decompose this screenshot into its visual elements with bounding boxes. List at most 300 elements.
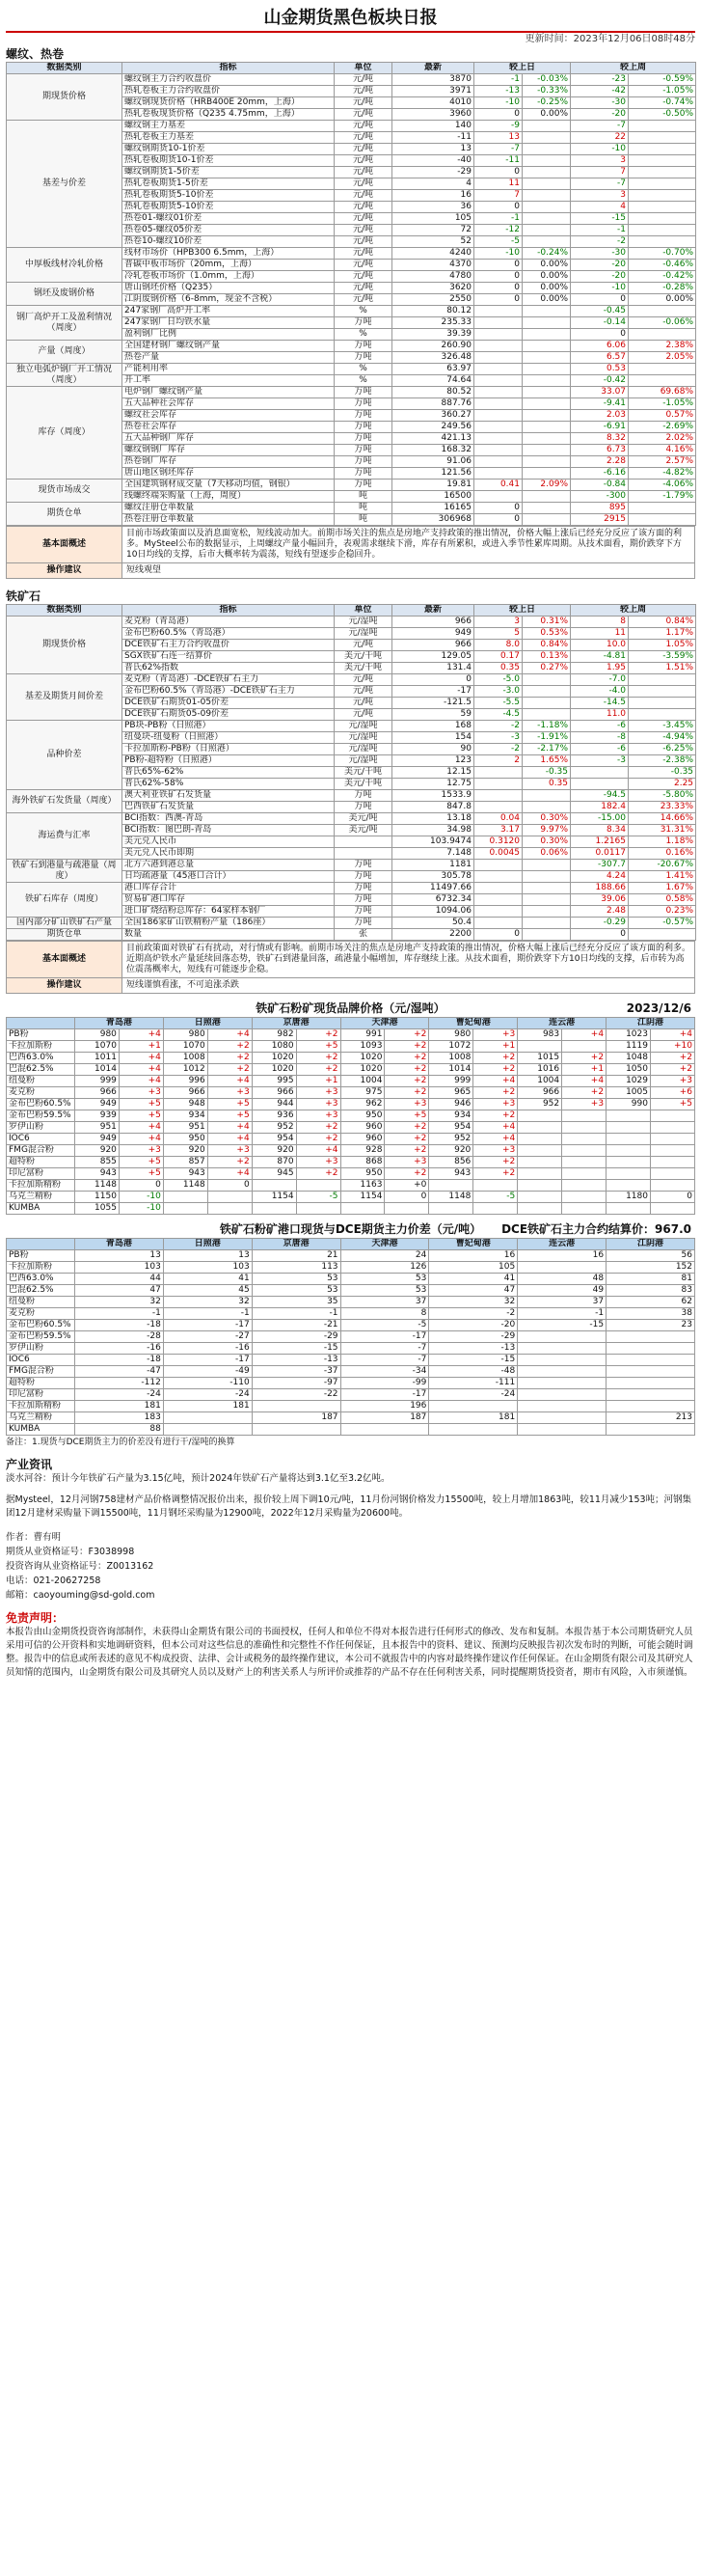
cell-latest: -11 [392,132,474,144]
cell-latest: 168 [392,721,474,732]
cell-unit: % [335,306,392,317]
port-row [7,1029,695,1041]
cell-change: +2 [207,1041,252,1053]
cell-week-abs: -30 [571,248,629,260]
cell-unit: 万吨 [335,802,392,813]
cell-indicator: 热卷产量 [122,352,335,364]
cell-change: +3 [473,1029,518,1041]
cell-price [518,1110,562,1122]
cell-week-abs: 8 [571,617,629,628]
cell-price [340,1203,385,1215]
cell-day-pct [523,422,571,433]
cell-day-pct: 0.30% [523,836,571,848]
cell-day-pct [523,329,571,341]
cell-spread: 37 [340,1297,429,1308]
cell-price [518,1192,562,1203]
table-row [7,918,696,929]
col-header-port: 日照港 [163,1018,252,1029]
cell-latest: 1094.06 [392,906,474,918]
cell-change: +5 [119,1168,163,1180]
cell-indicator: 进口矿烧结粉总库存：64家样本钢厂 [122,906,335,918]
cell-day-abs [474,375,523,387]
cell-week-abs: 7 [571,167,629,178]
cell-week-pct [629,121,696,132]
cell-price: 1014 [75,1064,120,1076]
cell-spread: -27 [163,1331,252,1343]
cell-week-abs: 0.0117 [571,848,629,860]
cell-change: +3 [473,1145,518,1157]
cell-indicator: 港口库存合计 [122,883,335,894]
cell-price: 999 [75,1076,120,1087]
cell-indicator: 麦克粉（青岛港）-DCE铁矿石主力 [122,674,335,686]
cell-spread: -17 [163,1320,252,1331]
rebar-table [6,62,696,526]
cell-week-abs: -8 [571,732,629,744]
cell-day-pct [523,387,571,398]
cell-day-pct [523,352,571,364]
spread-row [7,1320,695,1331]
cell-indicator: 麦克粉（青岛港） [122,617,335,628]
cell-spread: 47 [75,1285,164,1297]
cell-week-pct [629,698,696,709]
cell-change: +2 [385,1041,429,1053]
cell-unit: 元/湿吨 [335,628,392,640]
cell-price: 1020 [252,1064,296,1076]
cell-day-abs [474,445,523,456]
cell-spread: -1 [518,1308,607,1320]
cell-brand: 纽曼粉 [7,1076,75,1087]
cell-category: 国内部分矿山铁矿石产量 [7,918,122,929]
cell-indicator: 五大品种钢厂库存 [122,433,335,445]
cell-indicator: 热轧卷板期货10-1价差 [122,155,335,167]
cell-change: +1 [562,1064,607,1076]
cell-indicator: 金布巴粉60.5%（青岛港） [122,628,335,640]
cell-indicator: 螺纹钢现货价格（HRB400E 20mm，上海） [122,97,335,109]
cell-price: 1072 [429,1041,473,1053]
spread-dce-price [501,1220,691,1238]
cell-brand: 金布巴粉60.5% [7,1099,75,1110]
cell-day-abs [474,410,523,422]
cell-day-pct [523,155,571,167]
cell-week-pct: 1.05% [629,640,696,651]
cell-indicator: 普氏65%-62% [122,767,335,779]
cell-day-abs: 0 [474,929,523,941]
cell-week-pct: -0.50% [629,109,696,121]
col-header-indicator: 指标 [122,605,335,617]
cell-change: +3 [296,1157,340,1168]
cell-price [252,1180,296,1192]
cell-week-pct [629,155,696,167]
cell-latest: 168.32 [392,445,474,456]
cell-change: +2 [385,1087,429,1099]
cell-spread: 41 [429,1274,518,1285]
cell-day-pct: -1.91% [523,732,571,744]
cell-brand: 罗伊山粉 [7,1343,75,1355]
cell-spread: 183 [75,1412,164,1424]
cell-latest: 0 [392,674,474,686]
cell-day-pct: -0.35 [523,767,571,779]
cell-change: +3 [119,1087,163,1099]
col-header-unit: 单位 [335,605,392,617]
table-row [7,503,696,514]
cell-spread: 53 [252,1274,340,1285]
cell-week-abs: -94.5 [571,790,629,802]
port-row [7,1145,695,1157]
cell-indicator: 电炉钢厂螺纹钢产量 [122,387,335,398]
cell-spread: -16 [75,1343,164,1355]
cell-spread: -47 [75,1366,164,1378]
cell-week-pct [629,190,696,202]
cell-spread: 181 [75,1401,164,1412]
cell-price: 945 [252,1168,296,1180]
cell-price: 855 [75,1157,120,1168]
cell-week-abs: 0 [571,929,629,941]
cell-indicator: 热卷钢厂库存 [122,456,335,468]
cell-change: +2 [296,1053,340,1064]
cell-spread: 38 [607,1308,695,1320]
cell-day-abs: 3.17 [474,825,523,836]
cell-latest: 121.56 [392,468,474,480]
port-row [7,1053,695,1064]
cell-day-pct [523,491,571,503]
table-row [7,674,696,686]
cell-week-abs: -0.84 [571,480,629,491]
cell-price [252,1203,296,1215]
cell-spread: 24 [340,1250,429,1262]
cell-week-abs: -6 [571,721,629,732]
cell-price: 939 [75,1110,120,1122]
cell-week-pct [629,686,696,698]
cell-latest: 19.81 [392,480,474,491]
cell-latest: 326.48 [392,352,474,364]
cell-indicator: 螺纹钢期货1-5价差 [122,167,335,178]
cell-week-abs: 3 [571,155,629,167]
col-header-latest: 最新 [392,605,474,617]
cell-week-pct: 0.16% [629,848,696,860]
cell-brand: IOC6 [7,1355,75,1366]
cell-change: -10 [119,1203,163,1215]
cell-spread: 45 [163,1285,252,1297]
cell-change: +5 [650,1099,694,1110]
report-title: 山金期货黑色板块日报 [6,6,695,33]
cell-unit: 万吨 [335,860,392,871]
cell-indicator: 冷轧卷板市场价（1.0mm，上海） [122,271,335,283]
cell-day-pct: -1.18% [523,721,571,732]
cell-change: +0 [385,1180,429,1192]
cell-price: 1154 [252,1192,296,1203]
cell-latest: 306968 [392,514,474,526]
col-header-week-change: 较上周 [571,605,696,617]
cell-week-abs: -0.42 [571,375,629,387]
cell-spread [607,1331,695,1343]
spread-row [7,1250,695,1262]
cell-price: 857 [163,1157,207,1168]
cell-unit: 元/湿吨 [335,617,392,628]
cell-day-abs: -7 [474,144,523,155]
table-row [7,364,696,375]
cell-unit: 万吨 [335,433,392,445]
cell-price: 983 [518,1029,562,1041]
cell-indicator: 金布巴粉60.5%（青岛港）-DCE铁矿石主力 [122,686,335,698]
col-header-port: 京唐港 [252,1018,340,1029]
cell-change: +3 [296,1110,340,1122]
cell-spread [518,1355,607,1366]
cell-spread: 32 [75,1297,164,1308]
cell-spread: 126 [340,1262,429,1274]
cell-week-abs: 8.34 [571,825,629,836]
cell-week-pct [629,213,696,225]
cell-change: 0 [119,1180,163,1192]
cell-spread [340,1424,429,1436]
cell-latest: 80.52 [392,387,474,398]
cell-latest: 129.05 [392,651,474,663]
cell-indicator: 唐山地区钢坯库存 [122,468,335,480]
cell-brand: 乌克兰精粉 [7,1192,75,1203]
cell-change: +2 [385,1134,429,1145]
cell-unit [335,836,392,848]
cell-unit: 万吨 [335,317,392,329]
port-row [7,1192,695,1203]
cell-price: 928 [340,1145,385,1157]
cell-day-abs: 0 [474,283,523,294]
cell-brand: 巴西63.0% [7,1274,75,1285]
col-header-brand [7,1018,75,1029]
iron-basis-table [6,941,695,994]
cell-day-pct: 0.00% [523,283,571,294]
cell-spread: -29 [429,1331,518,1343]
cell-price: 920 [252,1145,296,1157]
cell-change: +2 [385,1053,429,1064]
cell-change: +4 [473,1076,518,1087]
cell-latest: 34.98 [392,825,474,836]
cell-unit: 元/吨 [335,190,392,202]
cell-day-pct: 0.00% [523,271,571,283]
cell-spread [607,1401,695,1412]
iron-basis-text: 目前政策面对铁矿石有扰动，对行情或有影响。前期市场关注的焦点是房地产支持政策的推出情况，价格大幅上涨后已经充分反应了该方面的利多。近期高炉铁水产量延续回落态势，铁矿石到港量回落，疏港量小幅增加，库存继续上涨。从技术面看，期价跌穿下方10日均线的支撑，后市转为高位震荡概率大，短线有可能逐步企稳。 [122,942,695,978]
cell-brand: IOC6 [7,1134,75,1145]
cell-latest: 3960 [392,109,474,121]
cell-brand: 金布巴粉59.5% [7,1110,75,1122]
cell-unit: 元/吨 [335,144,392,155]
cell-price [163,1203,207,1215]
cell-day-pct [523,341,571,352]
cell-change: +5 [207,1110,252,1122]
cell-unit: 万吨 [335,445,392,456]
cell-spread [518,1343,607,1355]
cell-price: 936 [252,1110,296,1122]
cell-price: 951 [163,1122,207,1134]
cell-week-pct: -4.82% [629,468,696,480]
cell-price [607,1122,651,1134]
cell-latest: 3870 [392,74,474,86]
cell-price: 950 [163,1134,207,1145]
cell-latest: 7.148 [392,848,474,860]
cell-price [607,1168,651,1180]
cell-week-pct [629,709,696,721]
cell-week-abs: 0 [571,294,629,306]
cell-brand: PB粉 [7,1250,75,1262]
cell-indicator: PB粉-超特粉（日照港） [122,755,335,767]
cell-price: 960 [340,1122,385,1134]
cell-week-pct: -0.42% [629,271,696,283]
cell-spread [163,1412,252,1424]
col-header-port: 江阴港 [607,1239,695,1250]
cell-unit: 元/吨 [335,248,392,260]
cell-latest: 16165 [392,503,474,514]
cell-change: +3 [119,1145,163,1157]
cell-price [518,1180,562,1192]
cell-day-abs [474,767,523,779]
cell-latest: 72 [392,225,474,236]
cell-unit: 元/吨 [335,121,392,132]
cell-latest: 103.9474 [392,836,474,848]
cell-price: 952 [429,1134,473,1145]
cell-day-abs: 0 [474,260,523,271]
rebar-basis-table [6,526,695,579]
cell-unit: 美元/干吨 [335,651,392,663]
cell-week-pct: 2.38% [629,341,696,352]
cell-spread: -7 [340,1355,429,1366]
cell-day-abs: 0 [474,202,523,213]
cell-change: +2 [207,1064,252,1076]
cell-change: +6 [650,1087,694,1099]
cell-week-pct: -1.05% [629,398,696,410]
cell-indicator: 热轧卷板现货价格（Q235 4.75mm，上海） [122,109,335,121]
cell-unit: 万吨 [335,894,392,906]
cell-price: 870 [252,1157,296,1168]
cell-spread: -34 [340,1366,429,1378]
cell-brand: 印尼富粉 [7,1389,75,1401]
cell-day-pct [523,456,571,468]
cell-latest: 105 [392,213,474,225]
cell-latest: 887.76 [392,398,474,410]
cell-change: -10 [119,1192,163,1203]
col-header-port: 连云港 [518,1018,607,1029]
cell-day-abs: 0 [474,514,523,526]
cell-unit: 元/吨 [335,74,392,86]
cell-latest: 249.56 [392,422,474,433]
cell-day-abs: -11 [474,155,523,167]
cell-day-pct [523,398,571,410]
cell-category: 现货市场成交 [7,480,122,503]
cell-week-abs: -30 [571,97,629,109]
cell-day-abs: 0.04 [474,813,523,825]
cell-day-abs: 7 [474,190,523,202]
cell-brand: KUMBA [7,1203,75,1215]
cell-day-abs: -5.0 [474,674,523,686]
cell-latest: 131.4 [392,663,474,674]
cell-price: 952 [252,1122,296,1134]
cell-change [650,1110,694,1122]
cell-indicator: 螺纹钢主力合约收盘价 [122,74,335,86]
cell-latest: 13 [392,144,474,155]
cell-day-pct [523,918,571,929]
cell-change [385,1203,429,1215]
cell-change: +2 [473,1087,518,1099]
cell-day-abs: 5 [474,628,523,640]
port-row [7,1064,695,1076]
cell-spread: -1 [75,1308,164,1320]
spread-row [7,1401,695,1412]
cell-spread: -99 [340,1378,429,1389]
cell-day-pct [523,894,571,906]
cell-week-abs: -6 [571,744,629,755]
cell-price: 1048 [607,1053,651,1064]
cell-day-pct [523,906,571,918]
cell-spread: 23 [607,1320,695,1331]
cell-day-abs: 13 [474,132,523,144]
cell-price: 1050 [607,1064,651,1076]
cell-unit [335,848,392,860]
cell-unit: 元/吨 [335,202,392,213]
port-row [7,1180,695,1192]
cell-price: 943 [163,1168,207,1180]
cell-indicator: 贸易矿港口库存 [122,894,335,906]
cell-week-abs: -14.5 [571,698,629,709]
cell-unit: % [335,364,392,375]
port-row [7,1203,695,1215]
cell-change: +2 [296,1122,340,1134]
cell-category: 期现货价格 [7,617,122,674]
cell-week-pct [629,329,696,341]
cell-day-abs: 0.17 [474,651,523,663]
cell-change: +1 [473,1041,518,1053]
cell-day-abs: -5.5 [474,698,523,709]
basis-label: 基本面概述 [7,942,122,978]
cell-brand: 卡拉加斯粉 [7,1041,75,1053]
cell-brand: 超特粉 [7,1157,75,1168]
cell-change: +2 [296,1134,340,1145]
table-row [7,480,696,491]
cell-change: -5 [473,1192,518,1203]
cell-day-pct: -2.17% [523,744,571,755]
cell-brand: 麦克粉 [7,1087,75,1099]
cell-category: 铁矿石到港量与疏港量（周度） [7,860,122,883]
cell-unit: 万吨 [335,422,392,433]
cell-week-pct: -1.05% [629,86,696,97]
cell-price: 1180 [607,1192,651,1203]
cell-day-abs [474,422,523,433]
cell-price: 934 [163,1110,207,1122]
cell-change: 0 [385,1192,429,1203]
cell-change: +3 [207,1145,252,1157]
cell-latest: 1181 [392,860,474,871]
cell-change: +3 [650,1076,694,1087]
col-header-port: 天津港 [340,1018,429,1029]
cell-day-pct: 0.06% [523,848,571,860]
cell-latest: 360.27 [392,410,474,422]
cell-price: 950 [340,1168,385,1180]
cell-indicator: DCE铁矿石主力合约收盘价 [122,640,335,651]
cell-change [650,1157,694,1168]
cell-day-pct [523,190,571,202]
cell-change: +5 [119,1157,163,1168]
cell-change: +3 [385,1157,429,1168]
cell-day-pct [523,121,571,132]
cell-week-abs: 6.57 [571,352,629,364]
contact-cert-futures: 期货从业资格证号：F3038998 [6,1547,135,1557]
cell-brand: FMG混合粉 [7,1145,75,1157]
cell-indicator: 美元兑人民币 [122,836,335,848]
cell-spread: 16 [429,1250,518,1262]
cell-change: +4 [119,1053,163,1064]
cell-day-abs [474,860,523,871]
port-row [7,1157,695,1168]
cell-week-pct: 1.41% [629,871,696,883]
spread-row [7,1297,695,1308]
news-title: 产业资讯 [6,1458,53,1471]
cell-day-abs: 0.41 [474,480,523,491]
